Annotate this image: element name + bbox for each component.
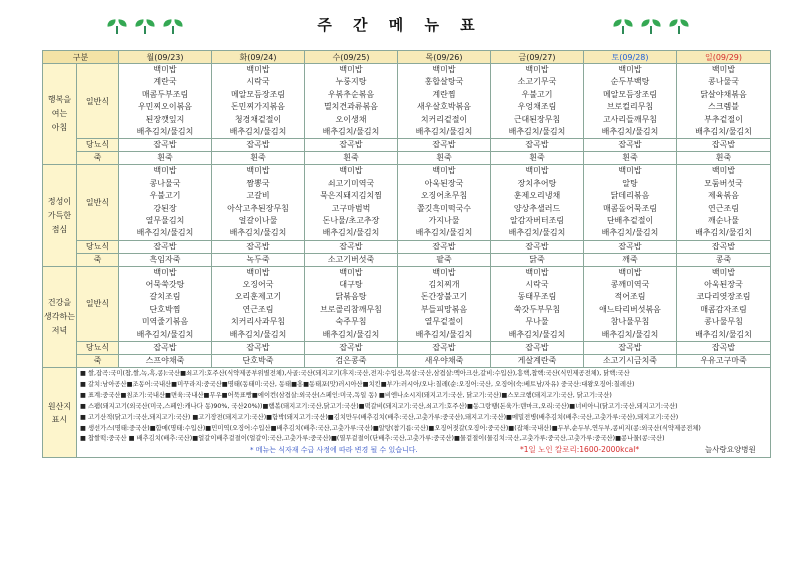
porridge-cell: 깨죽: [584, 253, 677, 266]
dish-item: 쇠고기미역국: [327, 178, 375, 188]
day-menu-cell: [119, 165, 212, 240]
dish-item: 메알모듬장조림: [230, 89, 286, 99]
dish-item: 멸치견과류볶음: [323, 102, 379, 112]
day-header: 목(09/26): [398, 51, 491, 64]
dish-item: 치커리겉절이: [420, 114, 468, 124]
porridge-cell: 소고기시금치죽: [584, 355, 677, 368]
dish-item: 짬뽕국: [246, 178, 270, 188]
meal-label-line: 건강을: [47, 297, 72, 307]
sprout-icon: [640, 20, 662, 34]
porridge-cell: 흰죽: [398, 152, 491, 165]
porridge-cell: 흑임자죽: [119, 253, 212, 266]
dish-item: 고구마범벅: [331, 203, 371, 213]
page-title: 주 간 메 뉴 표: [317, 16, 483, 34]
diabetic-cell: 잡곡밥: [212, 342, 305, 355]
porridge-cell: 흰죽: [584, 152, 677, 165]
origin-info-cell: [77, 368, 771, 458]
dish-item: 백미밥: [339, 267, 363, 277]
main-menu-label: 일반식: [77, 165, 119, 240]
dish-item: 열무겉절이: [424, 317, 464, 327]
dish-item: 백미밥: [432, 166, 456, 176]
meal-label-line: 여는: [51, 109, 68, 119]
diabetic-cell: 잡곡밥: [119, 240, 212, 253]
day-menu-cell: [677, 64, 771, 139]
diabetic-row: [43, 139, 771, 152]
dish-item: 백미밥: [153, 267, 177, 277]
day-header-sunday: 일(09/29): [677, 51, 771, 64]
diabetic-cell: 잡곡밥: [584, 139, 677, 152]
main-menu-label: 일반식: [77, 64, 119, 139]
title-bar: [0, 0, 800, 44]
dish-item: 홍합살탕국: [424, 77, 464, 87]
origin-line: ■ 표계:중국산■침조기:국내산■면육:국내산■무우■어묵표빵■에이컨(삼겹살:외국산(스페인:미국,독일 동) ■비엔나소시지(돼지고기:국산, 닭고기:국산)■스모크햄(돼지고기:국산, 닭고기:국산): [80, 391, 612, 399]
dish-item: 백미밥: [525, 65, 549, 74]
dish-item: 시락국: [246, 77, 270, 87]
dish-item: 백미밥: [525, 166, 549, 176]
dish-item: 백미밥: [711, 65, 736, 74]
diabetic-cell: 잡곡밥: [119, 342, 212, 355]
porridge-cell: 흰죽: [677, 152, 771, 165]
dish-item: 배추김치/물김치: [695, 126, 752, 136]
dish-item: 스크렘블: [708, 102, 739, 112]
dish-item: 부들피망볶음: [420, 304, 468, 314]
day-menu-cell: [491, 165, 584, 240]
dish-item: 배추김치/물김치: [508, 329, 566, 339]
dish-item: 백미밥: [246, 65, 270, 74]
porridge-cell: 스프야채죽: [119, 355, 212, 368]
dish-item: 돈나물/초고추장: [322, 215, 380, 225]
dish-item: 제육볶음: [708, 191, 739, 201]
origin-label: [43, 368, 77, 458]
meal-label-line: 가득한: [47, 210, 72, 220]
dish-item: 배추김치/물김치: [415, 126, 473, 136]
day-menu-cell: [584, 64, 677, 139]
day-menu-cell: [305, 165, 398, 240]
dish-item: 모둠버섯국: [704, 178, 743, 188]
dish-item: 단배추겉절이: [606, 215, 654, 225]
dish-item: 배추김치/물김치: [322, 228, 380, 238]
dish-item: 훈제오리냉채: [513, 191, 561, 201]
dish-item: 배추김치/물김치: [229, 228, 287, 238]
dish-item: 양상추샐러드: [513, 203, 561, 213]
dish-item: 고사리들깨무침: [602, 114, 658, 124]
diabetic-cell: 잡곡밥: [677, 342, 771, 355]
porridge-cell: 검은콩죽: [305, 355, 398, 368]
dish-item: 우볶추순볶음: [327, 89, 375, 99]
porridge-cell: 흰죽: [305, 152, 398, 165]
dish-item: 콩나물무침: [704, 317, 743, 327]
dish-item: 치커리사과무침: [230, 317, 286, 327]
diabetic-cell: 잡곡밥: [305, 342, 398, 355]
day-menu-cell: [212, 266, 305, 341]
header-row: [43, 51, 771, 64]
dish-item: 백미밥: [153, 65, 177, 74]
dish-item: 배추김치/물김치: [322, 126, 380, 136]
day-menu-cell: [584, 165, 677, 240]
dish-item: 애느타리버섯볶음: [599, 304, 661, 314]
meal-label: [43, 165, 77, 266]
dish-item: 오리훈제고기: [234, 292, 282, 302]
dish-item: 백미밥: [618, 267, 642, 277]
organization-name: 늘사랑요양병원: [705, 445, 756, 455]
origin-line: ■ 쌀,잡곡:국미(찹,쌀,녹,흑,콩):국산■쇠고기:호주산(식약제공부위별전체),사골:국산(돼지고기(후지:국산,전지:수입산,목살:국산,삼겹살:멕아크산,갈비:수입산),흥핵,찹핵:국산(식민제공전체), 닭핵:국산: [80, 370, 630, 378]
dish-item: 배추김치/물김치: [136, 329, 194, 339]
day-menu-cell: [398, 64, 491, 139]
dish-item: 백미밥: [618, 166, 642, 176]
diabetic-cell: 잡곡밥: [305, 139, 398, 152]
dish-item: 오징어국: [242, 280, 274, 290]
diabetic-cell: 잡곡밥: [584, 342, 677, 355]
dish-item: 배추김치/물김치: [322, 329, 380, 339]
origin-label-line: 원산지: [47, 401, 72, 411]
porridge-cell: 흰죽: [212, 152, 305, 165]
dish-item: 닭살야채볶음: [700, 89, 747, 99]
dish-item: 단호박찜: [149, 304, 181, 314]
porridge-label: 죽: [77, 355, 119, 368]
diabetic-cell: 잡곡밥: [584, 240, 677, 253]
meal-label-line: 점심: [51, 224, 68, 234]
dish-item: 배추김치/물김치: [695, 329, 752, 339]
dish-item: 갈치조림: [149, 292, 181, 302]
porridge-cell: 녹두죽: [212, 253, 305, 266]
diabetic-label: 당뇨식: [77, 139, 119, 152]
dish-item: 브로컬리무침: [606, 102, 654, 112]
meal-label-line: 정성이: [47, 196, 72, 206]
dish-item: 누룽지탕: [335, 77, 367, 87]
porridge-row: [43, 253, 771, 266]
day-menu-cell: [677, 266, 771, 341]
origin-label-line: 표시: [51, 414, 68, 424]
dish-item: 배추김치/물김치: [601, 228, 659, 238]
dish-item: 계란찜: [432, 89, 456, 99]
dish-item: 근대된장무침: [513, 114, 561, 124]
dish-item: 순두부백탕: [610, 77, 650, 87]
day-menu-cell: [119, 266, 212, 341]
dish-item: 배추김치/물김치: [508, 228, 566, 238]
meal-label-line: 아침: [51, 123, 68, 133]
diabetic-cell: 잡곡밥: [398, 240, 491, 253]
porridge-cell: 닭죽: [491, 253, 584, 266]
day-menu-cell: [398, 266, 491, 341]
dish-item: 백미밥: [525, 267, 549, 277]
menu-change-note: * 메뉴는 식자재 수급 사정에 따라 변경 될 수 있습니다.: [250, 446, 418, 455]
diabetic-cell: 잡곡밥: [491, 240, 584, 253]
dish-item: 장치추어탕: [517, 178, 557, 188]
diabetic-cell: 잡곡밥: [398, 139, 491, 152]
porridge-cell: 새우야채죽: [398, 355, 491, 368]
diabetic-cell: 잡곡밥: [119, 139, 212, 152]
dish-item: 어묵쑥갓탕: [145, 280, 185, 290]
dish-item: 매콤두부조림: [141, 89, 189, 99]
dish-item: 배추김치/물김치: [229, 126, 287, 136]
dish-item: 아삭고추된장무침: [227, 203, 289, 213]
meal-label-line: 생각하는: [44, 311, 75, 321]
dish-item: 배추김치/물김치: [601, 126, 659, 136]
day-menu-cell: [491, 64, 584, 139]
sprout-icon: [612, 20, 634, 34]
dish-item: 미역줄기볶음: [141, 317, 189, 327]
dish-item: 새우살호박볶음: [416, 102, 472, 112]
header-label: 구분: [43, 51, 119, 64]
dish-item: 얼갈이나물: [238, 215, 278, 225]
day-menu-cell: [212, 165, 305, 240]
dish-item: 된장깻잎지: [145, 114, 185, 124]
dish-item: 배추김치/물김치: [415, 329, 473, 339]
dish-item: 배추김치/물김치: [601, 329, 659, 339]
day-header: 수(09/25): [305, 51, 398, 64]
meal-row: [43, 266, 771, 341]
diabetic-cell: 잡곡밥: [212, 240, 305, 253]
dish-item: 시락국: [525, 280, 549, 290]
porridge-cell: 흰죽: [491, 152, 584, 165]
diabetic-label: 당뇨식: [77, 342, 119, 355]
footer-row: [80, 445, 767, 456]
dish-item: 배추김치/물김치: [508, 126, 566, 136]
dish-item: 오이생채: [335, 114, 367, 124]
day-menu-cell: [119, 64, 212, 139]
dish-item: 닭볶음탕: [335, 292, 367, 302]
diabetic-cell: 잡곡밥: [491, 139, 584, 152]
porridge-label: 죽: [77, 253, 119, 266]
dish-item: 묵은지돼지김치찜: [320, 191, 382, 201]
dish-item: 연근조림: [708, 203, 739, 213]
diabetic-cell: 잡곡밥: [677, 240, 771, 253]
day-header: 월(09/23): [119, 51, 212, 64]
dish-item: 무나물: [525, 317, 549, 327]
diabetic-row: [43, 342, 771, 355]
origin-line: ■ 고기산적(닭고기:국산,돼지고기:국산) ■고기장전(돼지고기:국산)■함박(돼지고기:국산)■김치만두(배추김치(배추:국산,고춧가루:중국산),돼지고기:국산)■메밀전병(배추김치(배추:국산,고춧가루:국산),돼지고기:국산): [80, 413, 679, 421]
dish-item: 매콤돌어묵조림: [602, 203, 658, 213]
dish-item: 콩깨미역국: [610, 280, 650, 290]
porridge-row: [43, 355, 771, 368]
meal-row: [43, 165, 771, 240]
dish-item: 쑥갓두부무침: [513, 304, 561, 314]
dish-item: 백미밥: [618, 65, 642, 74]
dish-item: 백미밥: [153, 166, 177, 176]
meal-row: [43, 64, 771, 139]
dish-item: 배추김치/물김치: [229, 329, 287, 339]
porridge-cell: 단호박죽: [212, 355, 305, 368]
day-header-saturday: 토(09/28): [584, 51, 677, 64]
dish-item: 적어조림: [614, 292, 646, 302]
dish-item: 백미밥: [711, 166, 736, 176]
dish-item: 백미밥: [432, 267, 456, 277]
dish-item: 깨순나물: [708, 215, 739, 225]
day-menu-cell: [305, 64, 398, 139]
dish-item: 메알모듬장조림: [602, 89, 658, 99]
main-menu-label: 일반식: [77, 266, 119, 341]
dish-item: 배추김치/물김치: [136, 228, 194, 238]
dish-item: 백미밥: [711, 267, 736, 277]
dish-item: 고갈비: [246, 191, 270, 201]
dish-item: 매콤감자조림: [700, 304, 747, 314]
dish-item: 배추김치/물김치: [415, 228, 473, 238]
day-menu-cell: [677, 165, 771, 240]
dish-item: 청경채겉절이: [234, 114, 282, 124]
dish-item: 백미밥: [339, 65, 363, 74]
dish-item: 참나물무침: [610, 317, 650, 327]
diabetic-cell: 잡곡밥: [212, 139, 305, 152]
dish-item: 김치찌개: [428, 280, 460, 290]
porridge-cell: 흰죽: [119, 152, 212, 165]
porridge-label: 죽: [77, 152, 119, 165]
diabetic-cell: 잡곡밥: [398, 342, 491, 355]
diabetic-row: [43, 240, 771, 253]
dish-item: 콩나물국: [708, 77, 739, 87]
diabetic-label: 당뇨식: [77, 240, 119, 253]
dish-item: 대구탕: [339, 280, 363, 290]
dish-item: 백미밥: [246, 166, 270, 176]
porridge-cell: 소고기버섯죽: [305, 253, 398, 266]
dish-item: 알감자버터조림: [509, 215, 565, 225]
day-menu-cell: [305, 266, 398, 341]
porridge-cell: 팥죽: [398, 253, 491, 266]
dish-item: 우불고기: [149, 191, 181, 201]
diabetic-cell: 잡곡밥: [677, 139, 771, 152]
dish-item: 백미밥: [246, 267, 270, 277]
dish-item: 숙주무침: [335, 317, 367, 327]
day-menu-cell: [491, 266, 584, 341]
diabetic-cell: 잡곡밥: [491, 342, 584, 355]
dish-item: 브로콜리참깨무침: [320, 304, 382, 314]
diabetic-cell: 잡곡밥: [305, 240, 398, 253]
dish-item: 열무물김치: [145, 215, 185, 225]
dish-item: 소고기무국: [517, 77, 557, 87]
dish-item: 우엉채조림: [517, 102, 557, 112]
dish-item: 돈민찌가지볶음: [230, 102, 286, 112]
dish-item: 아욱된장국: [424, 178, 464, 188]
dish-item: 백미밥: [339, 166, 363, 176]
dish-item: 닭데리볶음: [610, 191, 650, 201]
day-header: 화(09/24): [212, 51, 305, 64]
origin-line: ■ 생선가스(명태:중국산)■함메(명태:수입산)■민미역(오징어:수입산■배추김치(배추:국산,고춧가루:국산)■알탕(참기름:국산)■오징어젓갈(오징어:중국산)■(잡채:국내산)■두부,순두부,연두부,콩비지(콩:외국산(식약제공전체): [80, 424, 701, 432]
day-menu-cell: [584, 266, 677, 341]
origin-line: ■ 스팸(돼지고기(외국산(미국,스페인:캐나다 동)90%, 국산20%))■햄볶(돼지고기:국산,닭고기:국산)■떡갈비(돼지고기:국산,쇠고기:호주산)■동그랑땡(돈육가:덴마크,오리:국산)■너비아니(닭고기:국산,돼지고기:국산): [80, 402, 678, 410]
dish-item: 아욱된장국: [704, 280, 743, 290]
meal-label: [43, 64, 77, 165]
dish-item: 우민찌오이볶음: [137, 102, 193, 112]
meal-label-line: 저녁: [51, 325, 68, 335]
day-menu-cell: [398, 165, 491, 240]
porridge-cell: 우유고구마죽: [677, 355, 771, 368]
origin-row: [43, 368, 771, 458]
dish-item: 연근조림: [242, 304, 274, 314]
dish-item: 계란국: [153, 77, 177, 87]
dish-item: 콩나물국: [149, 178, 181, 188]
dish-item: 배추김치/물김치: [136, 126, 194, 136]
origin-line: ■ 찹쌀떡:중국산 ■ 배추김치(배추:국산)■얼갈이배추겉절이(얼갈이:국산,고춧가루:중국산)■(열무겉절이(단배추:국산,고춧가루:중국산)■물겉절이(물김치:국산,고춧가루:중국산,고춧가루:중국산)■콩나물(콩:국산): [80, 435, 665, 443]
dish-item: 우불고기: [521, 89, 553, 99]
dish-item: 오징어초무침: [420, 191, 468, 201]
dish-item: 가지나물: [428, 215, 460, 225]
dish-item: 돈간장불고기: [420, 292, 468, 302]
dish-item: 코다리엿장조림: [696, 292, 751, 302]
weekly-menu-table: [42, 50, 771, 458]
dish-item: 알탕: [622, 178, 638, 188]
meal-label-line: 행복을: [47, 95, 72, 105]
meal-label: [43, 266, 77, 367]
dish-item: 부추겉절이: [704, 114, 743, 124]
dish-item: 백미밥: [432, 65, 456, 74]
day-menu-cell: [212, 64, 305, 139]
sprout-icon: [668, 20, 690, 34]
porridge-cell: 콩죽: [677, 253, 771, 266]
dish-item: 배추김치/물김치: [695, 228, 752, 238]
calorie-note: *1일 노인 칼로리:1600-2000kcal*: [520, 445, 640, 455]
dish-item: 쫄깃흑미떡국수: [416, 203, 472, 213]
day-header: 금(09/27): [491, 51, 584, 64]
porridge-row: [43, 152, 771, 165]
origin-line: ■ 갈치:남아공산■조동어:국내산■미꾸라지:중국산■명태(동태미:국산, 동태■홍■동태포(맛)러시아산■치킨■부가:러시아/오나:칠레(순:오징어:국산, 오징어(숙:베트남/자유) 중국산:대왕오징어:칠레산): [80, 380, 635, 388]
dish-item: 동태무조림: [517, 292, 557, 302]
dish-item: 강된장: [153, 203, 177, 213]
porridge-cell: 게살계란죽: [491, 355, 584, 368]
